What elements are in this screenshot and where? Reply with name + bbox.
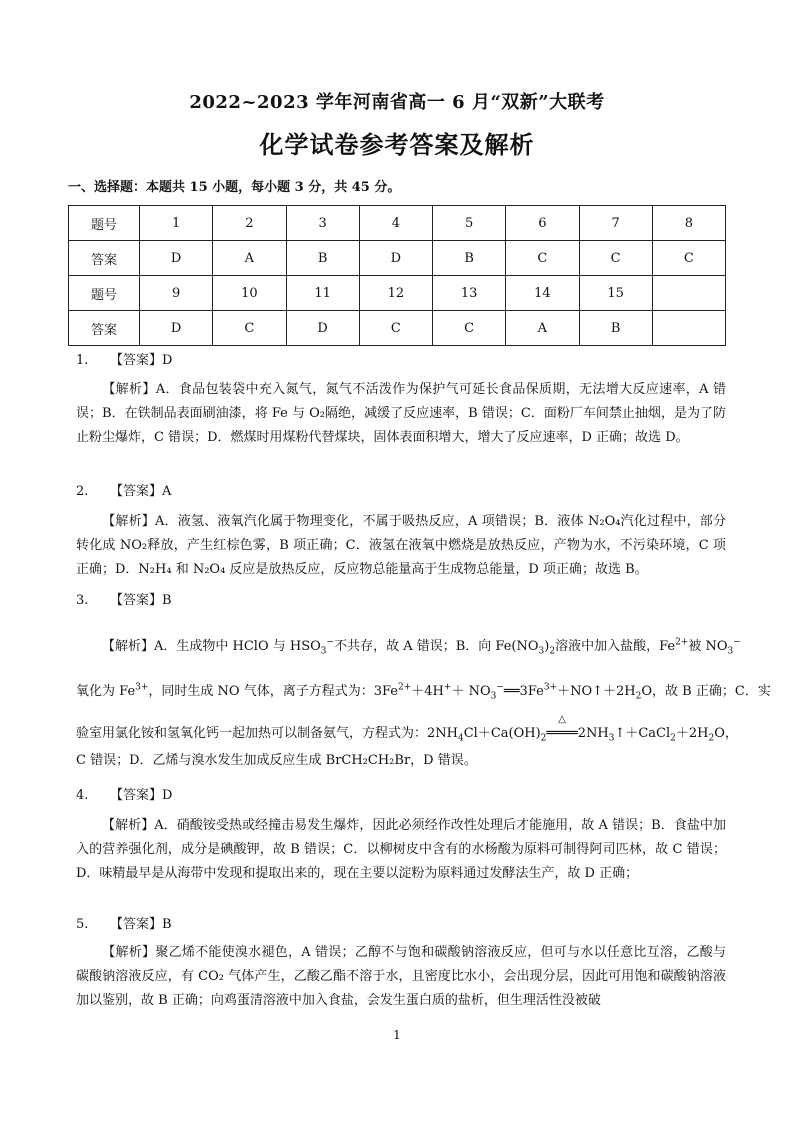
table-cell-answer: C [652,241,725,276]
question-number: 1. [76,353,89,368]
table-cell-number: 13 [433,276,506,311]
question-number: 3. [76,593,89,608]
table-cell-number: 9 [140,276,213,311]
table-cell-number: 10 [213,276,286,311]
question-1-explanation [76,378,726,450]
heat-equals-sign: △ ════ [546,714,578,741]
table-cell-answer: A [506,311,579,346]
page-number: 1 [393,1028,401,1042]
explanation-text: 【解析】A．液氢、液氧汽化属于物理变化，不属于吸热反应，A 项错误；B．液体 N₂O₄汽化过程中，部分转化成 NO₂释放，产生红棕色雾，B 项正确；C．液氢在液氧中燃烧是放热反应，产物为水，不污染环境，C 项正确；D．N₂H₄ 和 N₂O₄ 反应是放热反应，反应物总能量高于生成物总能量，D 项正确；故选 B。 [76,514,726,577]
section-heading: 一、选择题：本题共 15 小题，每小题 3 分，共 45 分。 [68,180,401,195]
table-cell-number: 5 [433,206,506,241]
row-label: 答案 [69,241,140,276]
table-cell-answer [652,311,725,346]
answer-label: 【答案】A [110,484,172,499]
table-cell-number: 2 [213,206,286,241]
answer-label: 【答案】B [110,917,172,932]
answer-label: 【答案】D [110,353,173,368]
question-3-line-3: 验室用氯化铵和氢氧化钙一起加热可以制备氨气，方程式为：$2NH_4Cl+Ca(OH)_2$ △ $════2NH_3↑+CaCl_2+2H_2O$， [76,714,738,744]
row-label: 答案 [69,311,140,346]
explanation-text: 【解析】A．食品包装袋中充入氮气，氮气不活泼作为保护气可延长食品保质期，无法增大反应速率，A 错误；B．在铁制品表面刷油漆，将 Fe 与 O₂隔绝，减缓了反应速率，B 错误；C．面粉厂车间禁止抽烟，是为了防止粉尘爆炸，C 错误；D．燃煤时用煤粉代替煤块，固体表面积增大，增大了反应速率，D 正确；故选 D。 [76,382,726,445]
table-cell-number [652,276,725,311]
question-5-explanation [76,941,726,1013]
question-3-line-2: 氧化为 $Fe^{3+}$，同时生成 NO 气体，离子方程式为：$3Fe^{2+}+4H^++$ $NO_3^-══3Fe^{3+}+NO↑+2H_2O$，故 B 正确；C．实 [76,682,771,702]
answer-label: 【答案】B [110,593,172,608]
explanation-text: 【解析】聚乙烯不能使溴水褪色，A 错误；乙醇不与饱和碳酸钠溶液反应，但可与水以任意比互溶，乙酸与碳酸钠溶液反应，有 CO₂ 气体产生，乙酸乙酯不溶于水，且密度比水小，会出现分层，因此可用饱和碳酸钠溶液加以鉴别，故 B 正确；向鸡蛋清溶液中加入食盐，会发生蛋白质的盐析，但生理活性没被破 [76,945,726,1008]
answer-row [69,311,726,346]
table-cell-answer: C [433,311,506,346]
table-cell-answer: A [213,241,286,276]
table-cell-number: 8 [652,206,725,241]
question-3-line-4: C 错误；D．乙烯与溴水发生加成反应生成 BrCH₂CH₂Br，D 错误。 [76,753,477,768]
question-number: 2. [76,484,89,499]
table-cell-answer: D [359,241,432,276]
table-cell-answer: B [433,241,506,276]
explanation-text: 【解析】A．硝酸铵受热或经撞击易发生爆炸，因此必须经作改性处理后才能施用，故 A 错误；B．食盐中加入的营养强化剂，成分是碘酸钾，故 B 错误；C．以柳树皮中含有的水杨酸为原料可制得阿司匹林，故 C 错误；D．味精最早是从海带中发现和提取出来的，现在主要以淀粉为原料通过发酵法生产，故 D 正确； [76,818,726,881]
question-number: 4. [76,788,89,803]
table-cell-answer: D [286,311,359,346]
answer-label: 【答案】D [110,788,173,803]
question-number-row [69,276,726,311]
question-2-explanation [76,510,726,582]
question-5-header [76,913,172,932]
table-cell-answer: B [286,241,359,276]
question-3-line-1: 【解析】A．生成物中 HClO 与 $HSO_3^-$不共存，故 A 错误；B．向 $Fe(NO_3)_2$溶液中加入盐酸，$Fe^{2+}$被 $NO_3^-$ [102,637,741,657]
question-2-header [76,480,171,499]
question-number-row [69,206,726,241]
table-cell-answer: C [359,311,432,346]
table-cell-number: 3 [286,206,359,241]
question-number: 5. [76,917,89,932]
table-cell-number: 4 [359,206,432,241]
table-cell-number: 11 [286,276,359,311]
table-cell-number: 12 [359,276,432,311]
question-4-header [76,784,172,803]
table-cell-answer: B [579,311,652,346]
table-cell-number: 14 [506,276,579,311]
answer-table [68,205,726,346]
table-cell-answer: D [140,241,213,276]
table-cell-number: 6 [506,206,579,241]
table-cell-answer: C [213,311,286,346]
row-label: 题号 [69,276,140,311]
question-1-header [76,349,172,368]
table-cell-number: 15 [579,276,652,311]
question-4-explanation [76,814,726,886]
table-cell-answer: D [140,311,213,346]
question-3-header [76,589,172,608]
row-label: 题号 [69,206,140,241]
document-title: 化学试卷参考答案及解析 [259,130,535,159]
exam-title: 2022~2023 学年河南省高一 6 月“双新”大联考 [189,92,605,113]
table-cell-answer: C [579,241,652,276]
table-cell-number: 7 [579,206,652,241]
table-cell-number: 1 [140,206,213,241]
answer-row [69,241,726,276]
table-cell-answer: C [506,241,579,276]
